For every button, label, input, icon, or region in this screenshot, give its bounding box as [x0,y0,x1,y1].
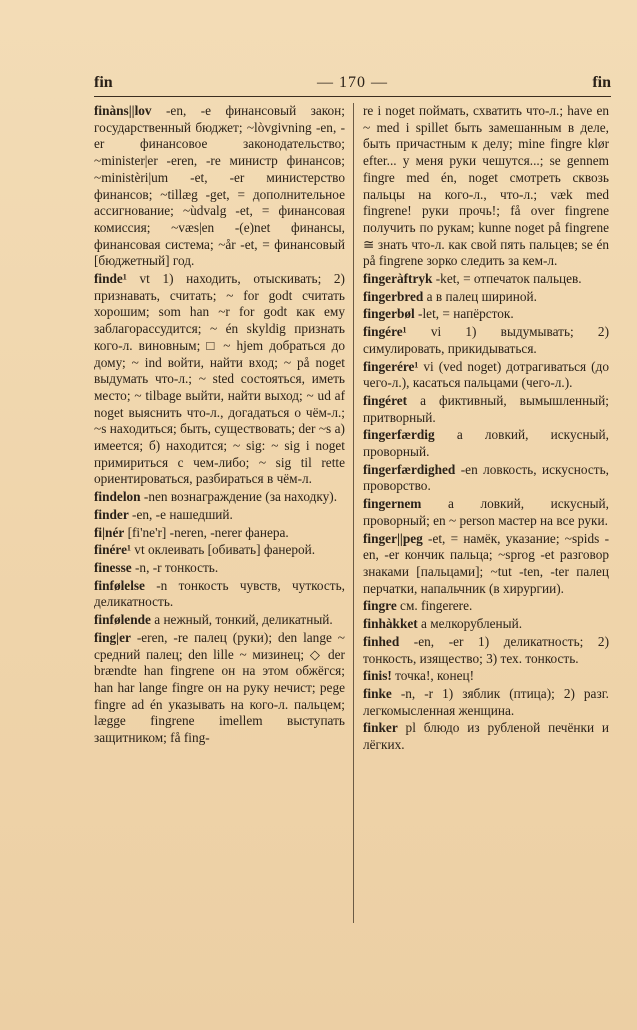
dictionary-entry: finére¹ vt оклеивать [обивать] фанерой. [94,542,316,558]
dictionary-entry: finfølelse -n тонкость чувств, чуткость, деликатность. [94,577,345,610]
dictionary-entry: fingerbred a в палец шириной. [363,288,537,304]
dictionary-entry: finde¹ vt 1) находить, отыскивать; 2) признавать, считать; ~ for godt считать хорошим; som han ~r for godt как ему заблагорассудится; ~ én skyldig признать кого-л. виновным; □ ~ hjem добраться до дому; ~ ind войти, найти вход; ~ på noget выдумать что-л.; ~ sted состояться, иметь место; ~ tilbage выйти, найти выход; ~ ud af noget выяснить что-л., догадаться о чём-л.; ~s находиться; быть, существовать; der ~s а) имеется; б) находится; ~ sig: ~ sig i noget примириться с чем-либо; ~ sig til rette ориентироваться, разбираться в чём-л. [94,271,345,487]
column-divider [353,103,354,923]
right-column [363,103,609,923]
dictionary-entry: finfølende a нежный, тонкий, деликатный. [94,612,333,628]
dictionary-entry: finke -n, -r 1) зяблик (птица); 2) разг. легкомысленная женщина. [363,685,609,718]
dictionary-entry: re i noget поймать, схватить что-л.; have en ~ med i spillet быть замешанным в деле, быть причастным к делу; mine fingre klør efter... у меня руки чешутся...; se gennem fingre med én, noget смотреть сквозь пальцы на кого-л., что-л.; væk med fingrene! руки прочь!; få over fingrene получить по рукам; kunne noget på fingrene ≅ знать что-л. как свой пять пальцев; se én på fingrene зорко следить за кем-л. [363,103,609,269]
dictionary-entry: fingerfærdighed -en ловкость, искусность, проворство. [363,461,609,494]
dictionary-entry: finhed -en, -er 1) деликатность; 2) тонкость, изящество; 3) тех. тонкость. [363,633,609,666]
dictionary-entry: finàns||lov -en, -e финансовый закон; государственный бюджет; ~lòvgivning -en, -er финансовое законодательство; ~minister|er -eren, -re министр финансов; ~ministèri|um -et, -er министерство финансов; ~tillæg -get, = дополнительное ассигнование; ~ùdvalg -et, = финансовая комиссия; ~væs|en -(e)net финансы, финансовая система; ~år -et, = финансовый [бюджетный] год. [94,103,345,269]
dictionary-entry: finis! точка!, конец! [363,668,475,684]
header-right-guideword: fin [592,74,611,91]
dictionary-entry: finder -en, -e нашедший. [94,506,233,522]
dictionary-entry: fingére¹ vi 1) выдумывать; 2) симулировать, прикидываться. [363,324,609,356]
dictionary-entry: fingre см. fingerere. [363,598,473,614]
dictionary-entry: fingerére¹ vi (ved noget) дотрагиваться (до чего-л.), касаться пальцами (чего-л.). [363,358,609,391]
dictionary-entry: fing|er -eren, -re палец (руки); den lange ~ средний палец; den lille ~ мизинец; ◇ der brændte han fingrene он на этом обжёгся; han har lange fingre он на руку нечист; pege fingre ad én указывать на кого-л. пальцем; lægge fingrene imellem выступать защитником; få fing- [94,629,345,746]
dictionary-entry: fingerfærdig a ловкий, искусный, проворный. [363,427,609,460]
dictionary-entry: finker pl блюдо из рубленой печёнки и лёгких. [363,720,609,753]
dictionary-entry: finesse -n, -r тонкость. [94,559,219,575]
page-header [94,74,611,96]
dictionary-entry: findelon -nen вознаграждение (за находку). [94,489,338,505]
dictionary-entry: finger||peg -et, = намёк, указание; ~spids -en, -er кончик пальца; ~sprog -et разговор знаками [пальцами]; ~tut -ten, -ter палец перчатки, напальчник (в хирургии). [363,530,609,596]
dictionary-entry: fingernem a ловкий, искусный, проворный; en ~ person мастер на все руки. [363,496,609,528]
dictionary-entry: fingerbøl -let, = напёрсток. [363,306,514,322]
page-number: — 170 — [317,74,388,91]
dictionary-entry: fi|nér [fi'ne'r] -neren, -nerer фанера. [94,524,289,540]
dictionary-entry: fingeràftryk -ket, = отпечаток пальцев. [363,271,582,287]
dictionary-entry: finhàkket a мелкорубленый. [363,616,523,632]
header-rule [94,96,611,97]
left-column [94,103,345,923]
dictionary-entry: fingéret a фиктивный, вымышленный; притворный. [363,392,609,425]
header-left-guideword: fin [94,74,113,91]
